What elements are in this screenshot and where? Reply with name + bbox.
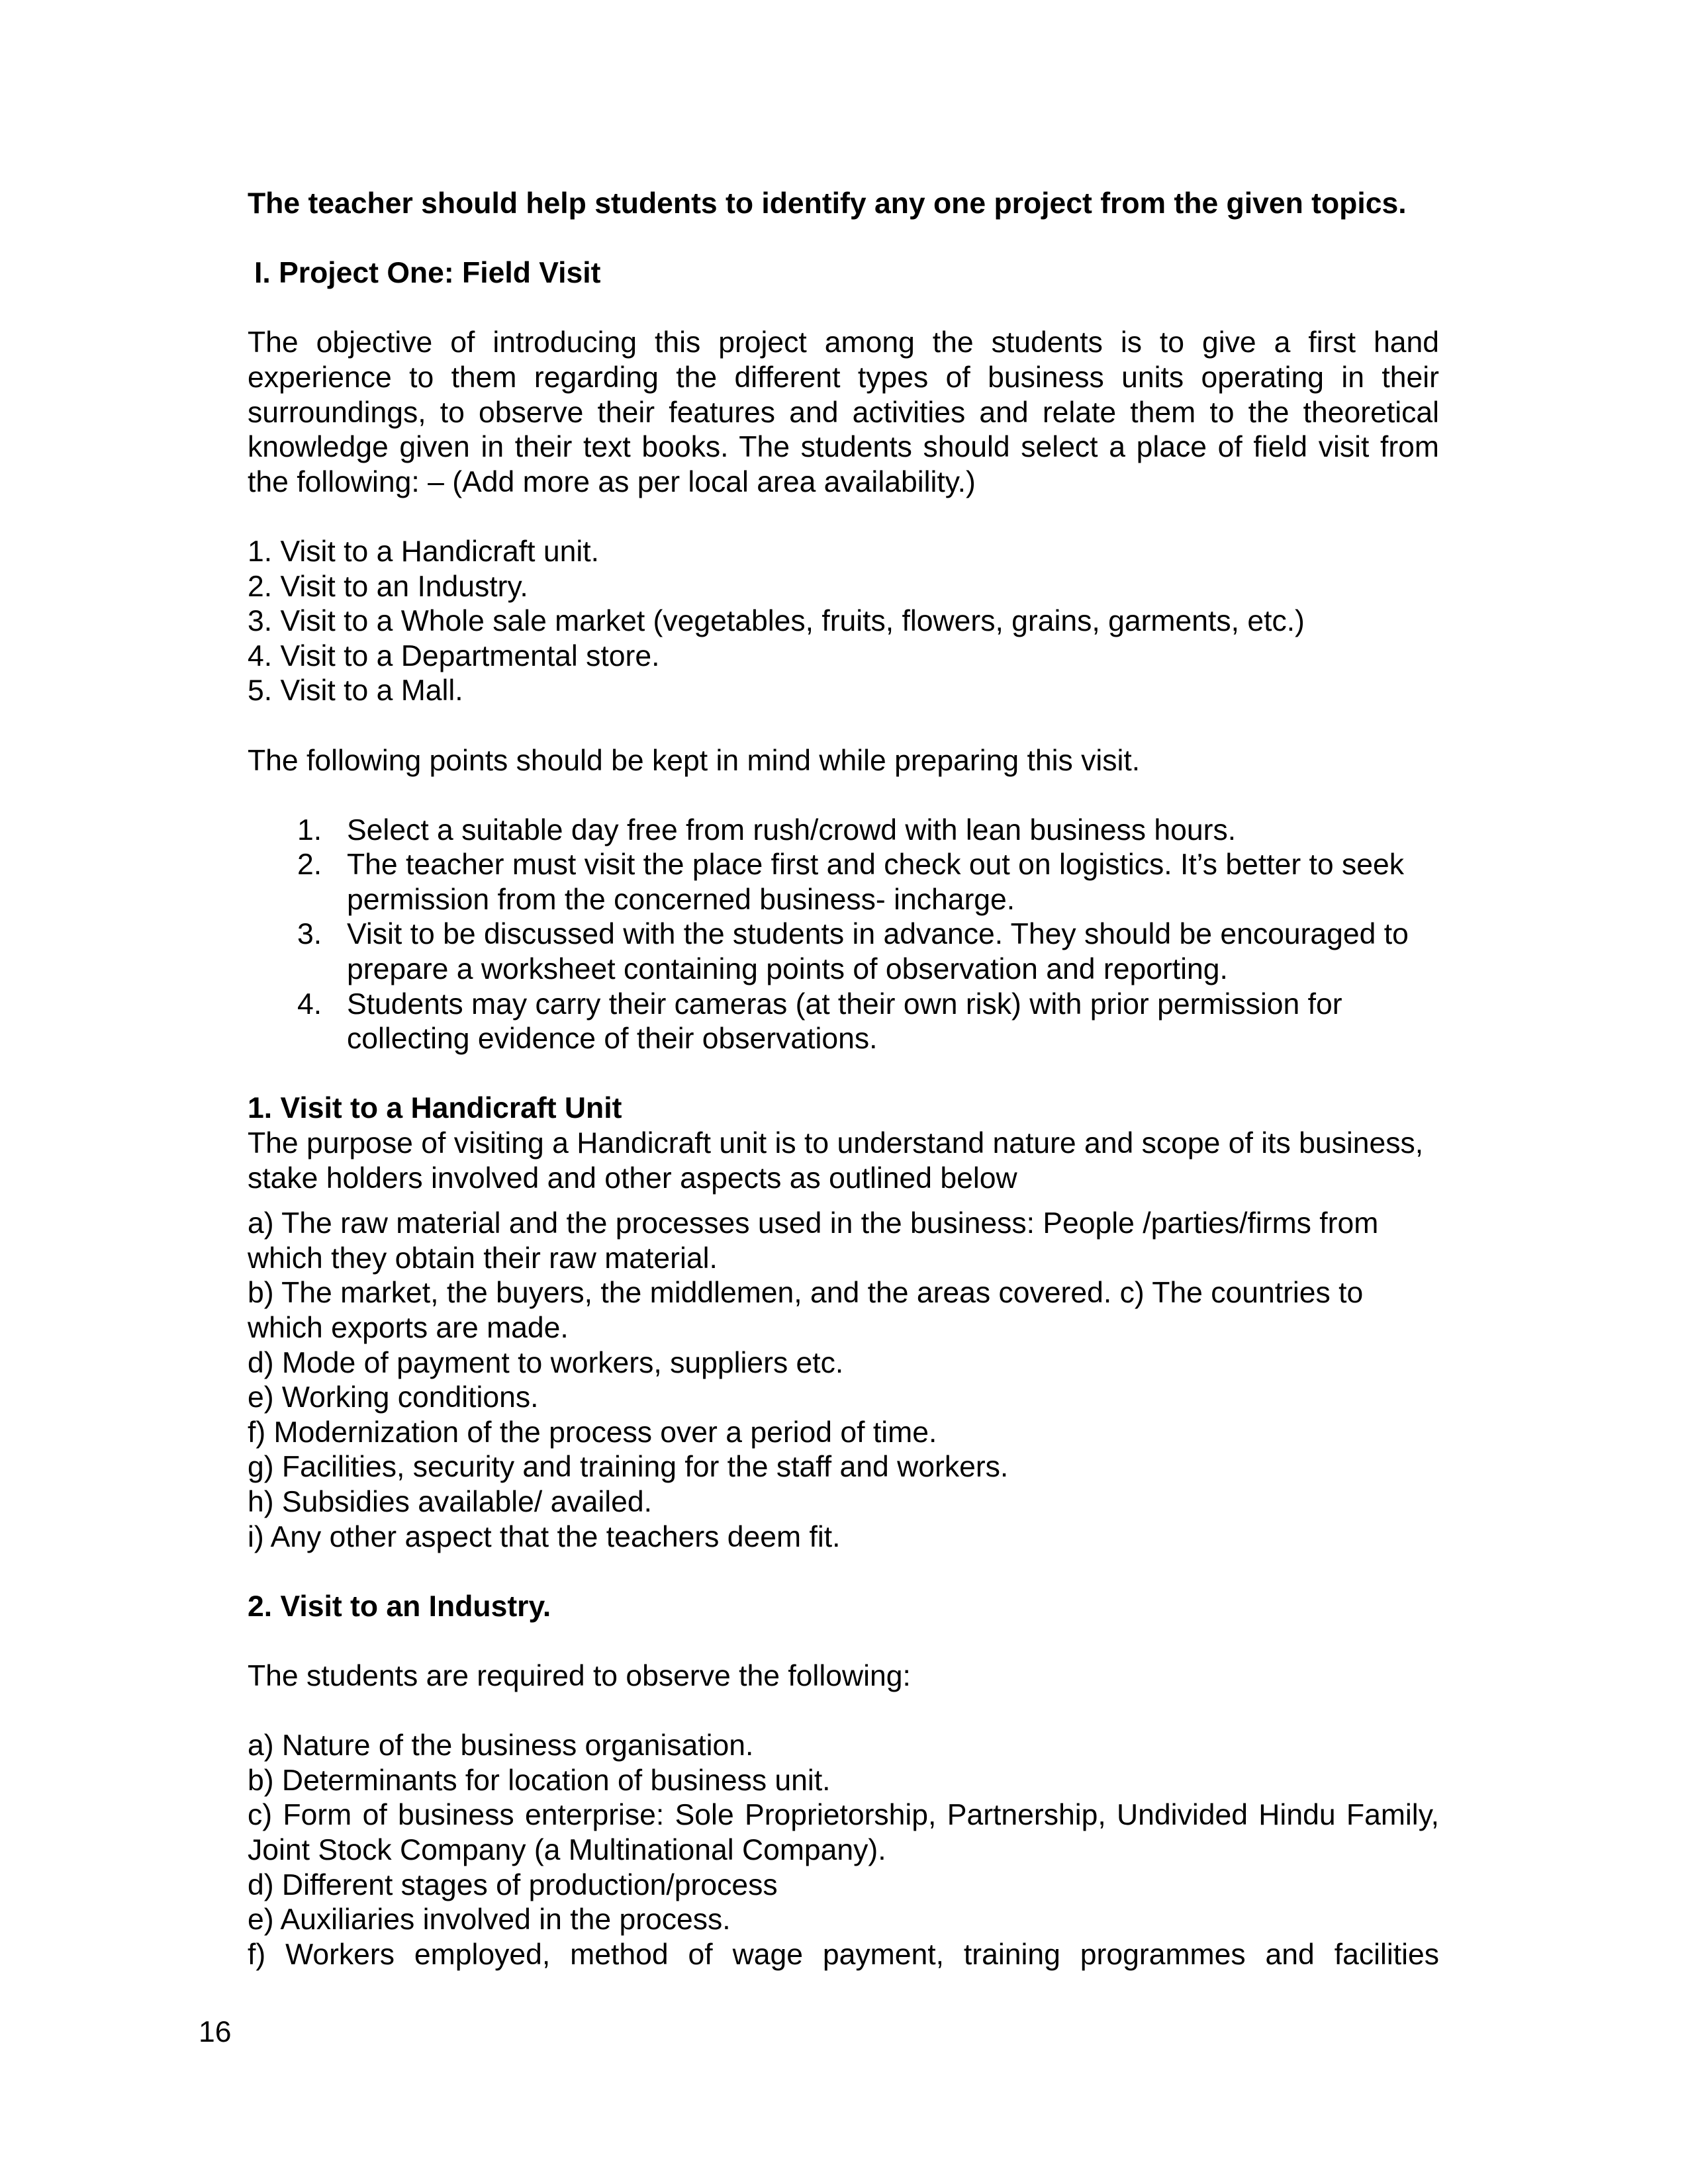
handicraft-item: f) Modernization of the process over a period of time.: [248, 1416, 937, 1449]
point-text: Visit to be discussed with the students in advance. They should be encouraged to prepare a worksheet containing points of observation and reporting.: [347, 918, 1409, 986]
page-number: 16: [199, 2016, 232, 2048]
visit-item: 1. Visit to a Handicraft unit.: [248, 535, 599, 568]
document-page: [248, 187, 1439, 1972]
handicraft-purpose: The purpose of visiting a Handicraft unit is to understand nature and scope of its business, stake holders involved and other aspects as outlined below: [248, 1127, 1424, 1195]
industry-item: c) Form of business enterprise: Sole Proprietorship, Partnership, Undivided Hindu Family, Joint Stock Company (a Multinational Company).: [248, 1799, 1439, 1866]
handicraft-item: h) Subsidies available/ availed.: [248, 1485, 653, 1518]
visit-item: 5. Visit to a Mall.: [248, 674, 463, 707]
point-item: [248, 848, 1439, 917]
point-item: [248, 987, 1439, 1057]
point-number: 2.: [297, 848, 322, 882]
handicraft-item: i) Any other aspect that the teachers deem fit.: [248, 1520, 841, 1553]
industry-item: e) Auxiliaries involved in the process.: [248, 1903, 731, 1936]
handicraft-item: d) Mode of payment to workers, suppliers etc.: [248, 1346, 844, 1379]
points-intro: The following points should be kept in mind while preparing this visit.: [248, 744, 1141, 777]
point-number: 1.: [297, 813, 322, 846]
point-number: 4.: [297, 987, 322, 1021]
industry-heading: 2. Visit to an Industry.: [248, 1590, 551, 1623]
industry-item: f) Workers employed, method of wage payment, training programmes and facilities: [248, 1938, 1439, 1971]
industry-item: a) Nature of the business organisation.: [248, 1729, 754, 1762]
section-title: I. Project One: Field Visit: [254, 257, 601, 290]
handicraft-item: g) Facilities, security and training for the staff and workers.: [248, 1451, 1009, 1484]
intro-text: The teacher should help students to identify any one project from the given topics.: [248, 187, 1407, 220]
visit-item: 4. Visit to a Departmental store.: [248, 639, 660, 672]
handicraft-item: e) Working conditions.: [248, 1381, 539, 1414]
visit-item: 2. Visit to an Industry.: [248, 570, 528, 603]
industry-item: d) Different stages of production/process: [248, 1868, 778, 1901]
industry-item: b) Determinants for location of business unit.: [248, 1764, 831, 1797]
point-text: Students may carry their cameras (at their own risk) with prior permission for collecting evidence of their observations.: [347, 987, 1342, 1056]
point-number: 3.: [297, 918, 322, 951]
visit-item: 3. Visit to a Whole sale market (vegetables, fruits, flowers, grains, garments, etc.): [248, 605, 1305, 638]
point-item: [248, 813, 1439, 848]
handicraft-item: a) The raw material and the processes used in the business: People /parties/firms from which they obtain their raw material.: [248, 1207, 1379, 1275]
handicraft-item: b) The market, the buyers, the middlemen, and the areas covered. c) The countries to which exports are made.: [248, 1277, 1364, 1344]
handicraft-heading: 1. Visit to a Handicraft Unit: [248, 1092, 622, 1125]
objective-paragraph: The objective of introducing this project among the students is to give a first hand experience to them regarding the different types of business units operating in their surroundings, to observe their features and activities and relate them to the theoretical knowledge given in their text books. The students should select a place of field visit from the following: – (Add more as per local area availability.): [248, 326, 1439, 498]
industry-intro: The students are required to observe the following:: [248, 1659, 911, 1692]
point-text: Select a suitable day free from rush/crowd with lean business hours.: [347, 813, 1237, 846]
point-text: The teacher must visit the place first and check out on logistics. It’s better to seek permission from the concerned business- incharge.: [347, 848, 1405, 916]
point-item: [248, 917, 1439, 987]
